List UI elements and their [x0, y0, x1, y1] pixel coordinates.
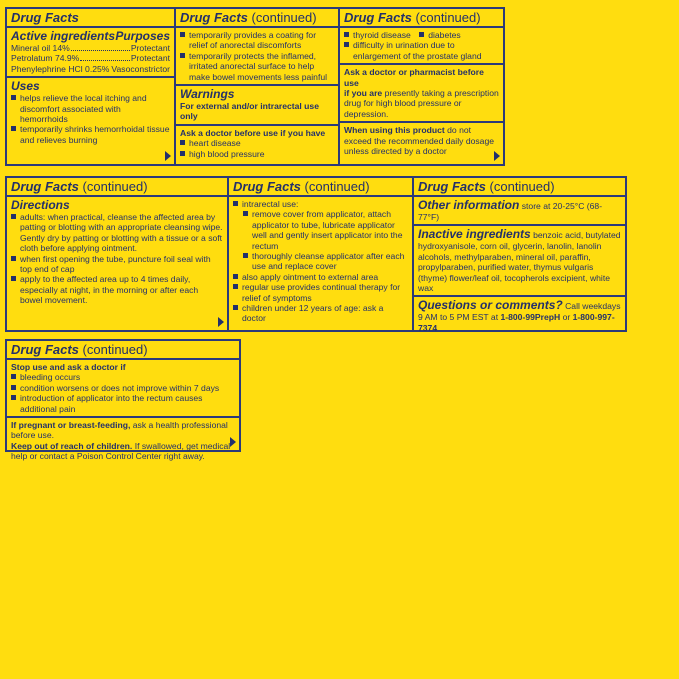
continue-arrow-icon	[218, 317, 224, 327]
list-item: introduction of applicator into the rectum causes additional pain	[11, 393, 235, 414]
panel-header: Drug Facts (continued)	[414, 178, 625, 197]
list-item: regular use provides continual therapy for relief of symptoms	[233, 282, 408, 303]
list-item: remove cover from applicator, attach applicator to tube, lubricate applicator well and gently insert applicator into the rectum	[233, 209, 408, 251]
list-item: temporarily shrinks hemorrhoidal tissue and relieves burning	[11, 124, 170, 145]
list-item: high blood pressure	[180, 149, 265, 159]
list-item: also apply ointment to external area	[233, 272, 408, 282]
phone-number: 1-800-997-7374	[418, 312, 615, 333]
questions-section: Questions or comments? Call weekdays 9 AM to 5 PM EST at 1-800-99PrepH or 1-800-997-7374	[414, 295, 625, 335]
panel-header	[7, 9, 174, 28]
panel-header: Drug Facts (continued)	[176, 9, 338, 28]
list-item: temporarily protects the inflamed, irritated anorectal surface to help make bowel movements less painful	[180, 51, 334, 82]
other-information-section: Other information store at 20-25°C (68-77°F)	[418, 198, 603, 222]
inactive-ingredients-heading: Inactive ingredients	[418, 227, 531, 242]
drug-facts-panel-7	[5, 339, 241, 462]
other-information-heading: Other information	[418, 198, 520, 212]
panel-header: Drug Facts (continued)	[229, 178, 412, 197]
stop-use-section	[7, 360, 239, 416]
drug-facts-panel-4	[5, 176, 229, 332]
inactive-ingredients-section: Inactive ingredients benzoic acid, butylated hydroxyanisole, corn oil, glycerin, lanolin, lanolin alcohols, methylparaben, mineral oil, paraffin, propylparaben, purified water, thymus vulgaris (thyme) flower/leaf oil, tocopherols excipient, white wax	[414, 224, 625, 295]
warnings-subheading: For external and/or intrarectal use only	[180, 101, 319, 122]
panel-header: Drug Facts (continued)	[7, 178, 227, 197]
drug-facts-panel-6	[412, 176, 627, 332]
pregnancy-section: If pregnant or breast-feeding, ask a health professional before use. Keep out of reach of children. If swallowed, get medical help or contact a Poison Control Center right away.	[7, 416, 239, 464]
ingredient-row: Mineral oil 14% Protectant	[11, 43, 170, 53]
list-item: diabetes	[419, 30, 461, 40]
active-ingredients-section	[7, 28, 174, 76]
drug-facts-panel-1	[5, 7, 176, 166]
list-item: intrarectal use:	[233, 199, 408, 209]
drug-facts-panel-3	[338, 7, 505, 166]
drug-facts-panel-5	[227, 176, 414, 332]
list-item: temporarily provides a coating for relief of anorectal discomforts	[180, 30, 334, 51]
when-using-section: When using this product do not exceed the recommended daily dosage unless directed by a doctor	[340, 121, 503, 158]
list-item: bleeding occurs	[11, 372, 235, 382]
list-item: heart disease	[180, 138, 241, 148]
ingredient-row: Phenylephrine HCl 0.25% Vasoconstrictor	[11, 63, 170, 74]
header-title: Drug Facts	[11, 10, 79, 25]
list-item: adults: when practical, cleanse the affected area by patting or blotting with an appropriate cleansing wipe. Gently dry by patting or blotting with a tissue or a soft cloth before applying ointment.	[11, 212, 223, 254]
list-item: condition worsens or does not improve within 7 days	[11, 383, 235, 393]
panel-header: Drug Facts (continued)	[7, 341, 239, 360]
panel-header: Drug Facts (continued)	[340, 9, 503, 28]
list-item: thyroid disease	[344, 30, 411, 40]
questions-heading: Questions or comments?	[418, 298, 563, 313]
list-item: children under 12 years of age: ask a doctor	[233, 303, 408, 324]
list-item: difficulty in urination due to enlargement of the prostate gland	[344, 40, 499, 61]
continue-arrow-icon	[494, 151, 500, 161]
stop-use-heading: Stop use and ask a doctor if	[11, 362, 126, 372]
warnings-section	[176, 84, 338, 161]
directions-heading: Directions	[11, 198, 70, 212]
list-item: when first opening the tube, puncture foil seal with top end of cap	[11, 254, 223, 275]
drug-facts-panel-2	[174, 7, 340, 166]
directions-continued-section	[229, 197, 412, 326]
uses-section	[7, 76, 174, 147]
uses-heading: Uses	[11, 79, 40, 94]
ask-pharmacist-section: Ask a doctor or pharmacist before use if you are presently taking a prescription drug for high blood pressure or depression.	[340, 63, 503, 121]
uses-continued-section	[176, 28, 338, 84]
list-item: apply to the affected area up to 4 times daily, especially at night, in the morning or after each bowel movement.	[11, 274, 223, 305]
warnings-heading: Warnings	[180, 87, 235, 102]
list-item: thoroughly cleanse applicator after each use and replace cover	[233, 251, 408, 272]
purposes-heading: Purposes	[115, 29, 170, 43]
ask-doctor-heading: Ask a doctor before use if you have	[180, 127, 326, 138]
continue-arrow-icon	[230, 437, 236, 447]
active-ingredients-heading: Active ingredients	[11, 29, 116, 43]
list-item: helps relieve the local itching and discomfort associated with hemorrhoids	[11, 93, 170, 124]
directions-section	[7, 197, 227, 308]
conditions-continued-section	[340, 28, 503, 63]
phone-number: 1-800-99PrepH	[500, 312, 561, 323]
ingredient-row: Petrolatum 74.9% Protectant	[11, 53, 170, 64]
continue-arrow-icon	[165, 151, 171, 161]
